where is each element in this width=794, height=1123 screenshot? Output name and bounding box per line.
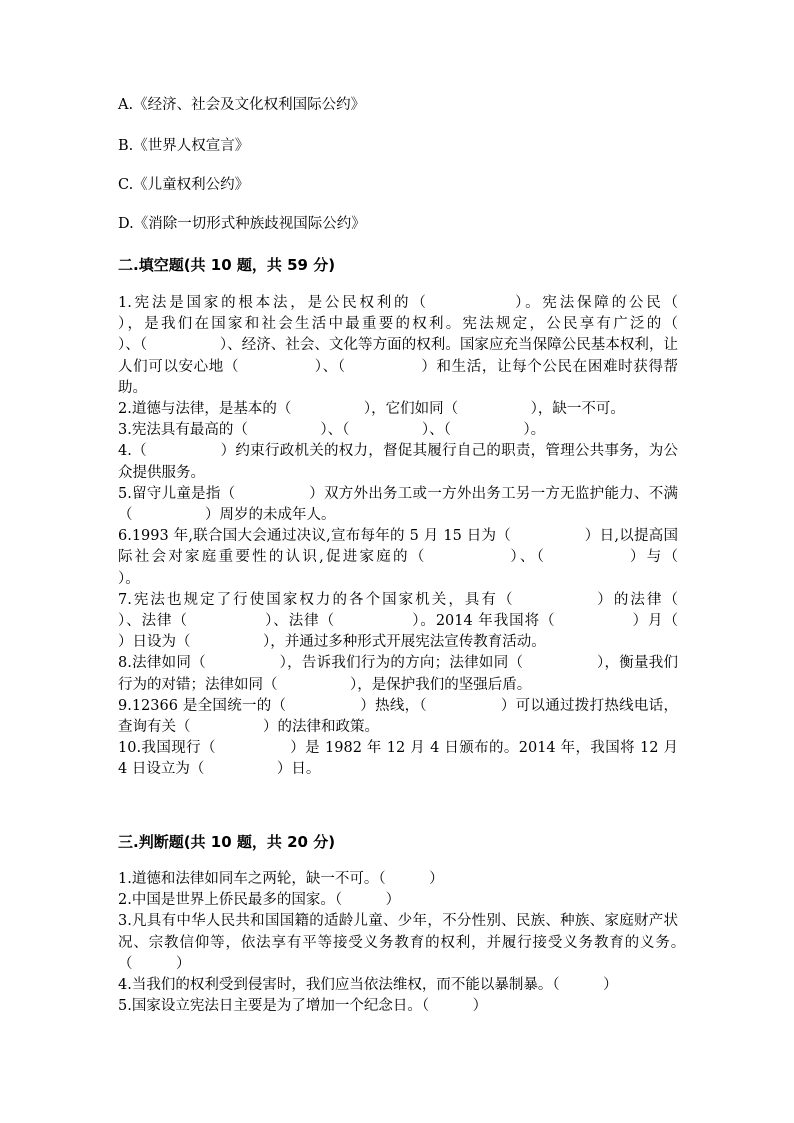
section-title-fill-blank: 二.填空题(共 10 题，共 59 分)	[118, 256, 336, 274]
option-b: B.《世界人权宣言》	[118, 138, 250, 154]
true-false-question-list	[118, 869, 765, 1017]
true-false-question: 2.中国是世界上侨民最多的国家。（ ）	[118, 892, 401, 909]
fill-blank-question: 2.道德与法律，是基本的（ ），它们如同（ ），缺一不可。	[118, 401, 625, 418]
true-false-question: 1.道德和法律如同车之两轮，缺一不可。（ ）	[118, 871, 444, 887]
fill-blank-question: 5.留守儿童是指（ ）双方外出务工或一方外出务工另一方无监护能力、不满（ ）周岁的未成年人。	[118, 485, 678, 524]
fill-blank-question: 9.12366 是全国统一的（ ）热线，（ ）可以通过拨打热线电话，查询有关（ ）的法律和政策。	[118, 697, 678, 736]
fill-blank-question: 4.（ ）约束行政机关的权力，督促其履行自己的职责，管理公共事务，为公众提供服务。	[118, 443, 678, 481]
fill-blank-question: 6.1993 年,联合国大会通过决议,宣布每年的 5 月 15 日为（ ）日,以提高国际社会对家庭重要性的认识,促进家庭的（ ）、（ ）与（ ）。	[118, 528, 751, 587]
option-c: C.《儿童权利公约》	[118, 177, 250, 193]
fill-blank-question: 7.宪法也规定了行使国家权力的各个国家机关，具有（ ）的法律（ ）、法律（ ）、法律（ ）。2014 年我国将（ ）月（ ）日设为（ ），并通过多种形式开展宪法宣传教育活动。	[118, 591, 751, 651]
fill-blank-question-list	[118, 293, 751, 781]
fill-blank-question: 1.宪法是国家的根本法，是公民权利的（ ）。宪法保障的公民（ ），是我们在国家和社会生活中最重要的权利。宪法规定，公民享有广泛的（ ）、（ ）、经济、社会、文化等方面的权利。国家应充当保障公民基本权利，让人们可以安心地（ ）、（ ）和生活，让每个公民在困难时获得帮助。	[118, 295, 751, 396]
fill-blank-question: 10.我国现行（ ）是 1982 年 12 月 4 日颁布的。2014 年，我国将 12 月 4 日设立为（ ）日。	[118, 740, 678, 778]
option-a: A.《经济、社会及文化权利国际公约》	[118, 97, 366, 113]
true-false-question: 3.凡具有中华人民共和国国籍的适龄儿童、少年，不分性别、民族、种族、家庭财产状况、宗教信仰等，依法享有平等接受义务教育的权利，并履行接受义务教育的义务。 （ ）	[118, 913, 765, 972]
true-false-question: 4.当我们的权利受到侵害时，我们应当依法维权，而不能以暴制暴。（ ）	[118, 977, 618, 994]
fill-blank-question: 3.宪法具有最高的（ ）、（ ）、（ ）。	[118, 422, 546, 439]
section-title-true-false: 三.判断题(共 10 题，共 20 分)	[118, 833, 336, 851]
option-d: D.《消除一切形式种族歧视国际公约》	[118, 216, 366, 232]
true-false-question: 5.国家设立宪法日主要是为了增加一个纪念日。（ ）	[118, 998, 488, 1015]
fill-blank-question: 8.法律如同（ ），告诉我们行为的方向；法律如同（ ），衡量我们行为的对错；法律如同（ ），是保护我们的坚强后盾。	[118, 655, 678, 693]
